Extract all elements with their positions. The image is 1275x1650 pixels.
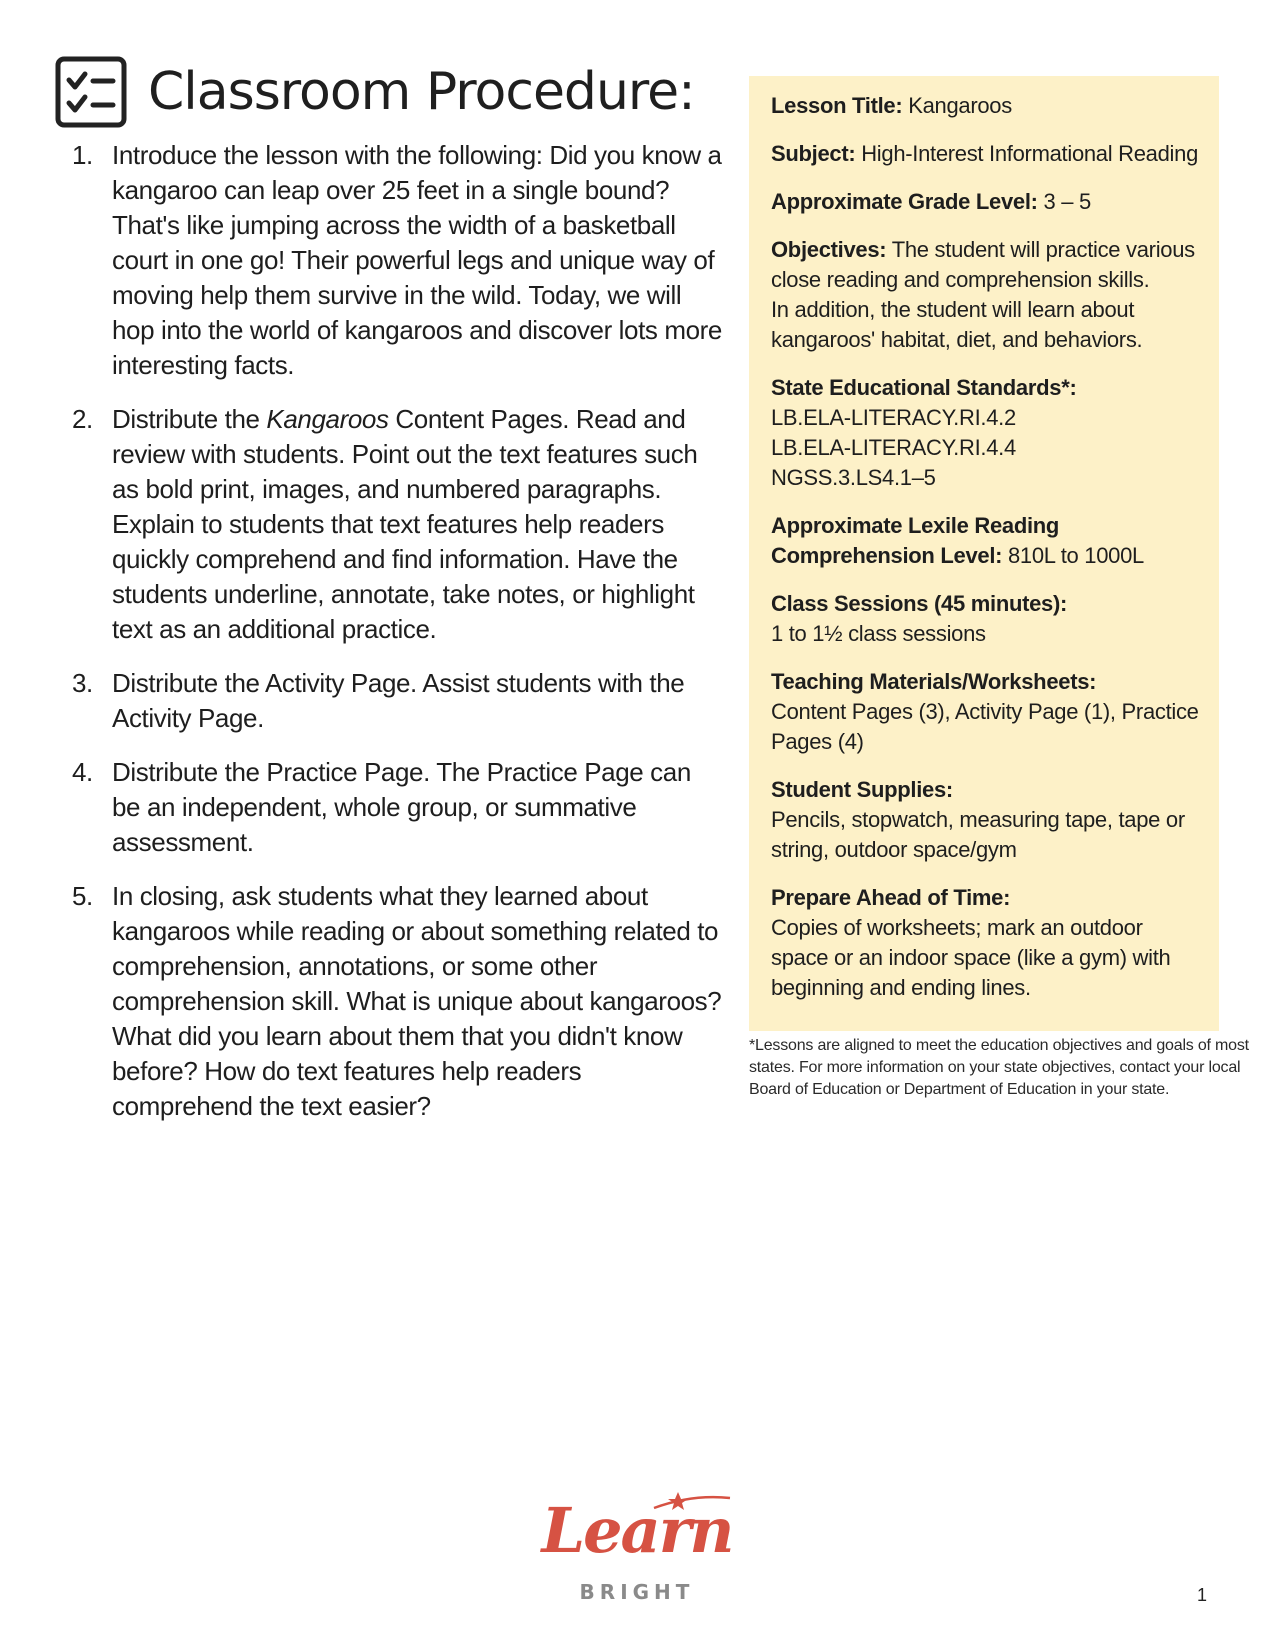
step-number: 3. [72, 668, 93, 698]
field-value: 810L to 1000L [1007, 543, 1144, 568]
step-number: 5. [72, 881, 93, 911]
step-text-italic: Kangaroos [266, 404, 389, 434]
step-text-start: Distribute the [112, 404, 267, 434]
procedure-step-3 [72, 666, 722, 736]
step-text: In closing, ask students what they learned about kangaroos while reading or about something related to comprehension, annotations, or some other comprehension skill. What is unique about kangaroos? What did you learn about them that you didn't know before? How do text features help readers comprehend the text easier? [112, 881, 722, 1121]
standard-item: LB.ELA-LITERACY.RI.4.4 [771, 435, 1016, 460]
field-label: Student Supplies: [771, 777, 953, 802]
class-sessions-field [771, 589, 1201, 649]
field-label: Approximate Lexile Reading Comprehension Level: [771, 513, 1060, 568]
logo-subtitle: BRIGHT [579, 1580, 695, 1604]
step-number: 2. [72, 404, 93, 434]
standard-item: LB.ELA-LITERACY.RI.4.2 [771, 405, 1016, 430]
lexile-field [771, 511, 1201, 571]
prepare-ahead-field [771, 883, 1201, 1003]
standards-field [771, 373, 1201, 493]
field-label: Teaching Materials/Worksheets: [771, 669, 1097, 694]
field-value-2: In addition, the student will learn about kangaroos' habitat, diet, and behaviors. [771, 297, 1143, 352]
field-value: Kangaroos [908, 93, 1012, 118]
field-value: Content Pages (3), Activity Page (1), Practice Pages (4) [771, 699, 1199, 754]
step-text: Distribute the Activity Page. Assist students with the Activity Page. [112, 668, 685, 733]
procedure-step-4 [72, 755, 722, 860]
logo-word: Learn [541, 1494, 733, 1567]
step-text: Distribute the Practice Page. The Practice Page can be an independent, whole group, or summative assessment. [112, 757, 691, 857]
objectives-field [771, 235, 1201, 355]
checklist-icon [55, 56, 127, 128]
procedure-step-1 [72, 138, 722, 383]
field-value: The student will practice various close reading and comprehension skills. [771, 237, 1195, 292]
field-value: 1 to 1½ class sessions [771, 621, 986, 646]
field-label: Subject: [771, 141, 856, 166]
field-label: Prepare Ahead of Time: [771, 885, 1011, 910]
step-number: 4. [72, 757, 93, 787]
subject-field [771, 139, 1201, 169]
step-text [112, 402, 722, 647]
page-number: 1 [1197, 1585, 1208, 1605]
learn-bright-logo [532, 1494, 742, 1610]
step-number: 1. [72, 140, 93, 170]
field-label: Objectives: [771, 237, 887, 262]
step-text-end: Content Pages. Read and review with students. Point out the text features such as bold print, images, and numbered paragraphs. Explain to students that text features help readers quickly comprehend and find information. Have the students underline, annotate, take notes, or highlight text as an additional practice. [112, 404, 698, 644]
field-label: Lesson Title: [771, 93, 903, 118]
field-label: State Educational Standards*: [771, 375, 1077, 400]
standards-footnote: *Lessons are aligned to meet the education objectives and goals of most states. For more information on your state objectives, contact your local Board of Education or Department of Education in your state. [749, 1037, 1249, 1098]
field-value: Pencils, stopwatch, measuring tape, tape or string, outdoor space/gym [771, 807, 1185, 862]
lesson-title-field [771, 91, 1201, 121]
grade-level-field [771, 187, 1201, 217]
field-value: 3 – 5 [1043, 189, 1091, 214]
page-title: Classroom Procedure: [148, 62, 695, 122]
field-label: Approximate Grade Level: [771, 189, 1038, 214]
procedure-step-5 [72, 879, 722, 1124]
student-supplies-field [771, 775, 1201, 865]
field-value: High-Interest Informational Reading [861, 141, 1198, 166]
procedure-list [72, 138, 722, 1143]
step-text: Introduce the lesson with the following: Did you know a kangaroo can leap over 25 feet in a single bound? That's like jumping across the width of a basketball court in one go! Their powerful legs and unique way of moving help them survive in the wild. Today, we will hop into the world of kangaroos and discover lots more interesting facts. [112, 140, 722, 380]
procedure-step-2 [72, 402, 722, 647]
teaching-materials-field [771, 667, 1201, 757]
field-label: Class Sessions (45 minutes): [771, 591, 1068, 616]
standard-item: NGSS.3.LS4.1–5 [771, 465, 936, 490]
field-value: Copies of worksheets; mark an outdoor space or an indoor space (like a gym) with beginning and ending lines. [771, 915, 1171, 1000]
lesson-info-panel [749, 76, 1219, 1031]
